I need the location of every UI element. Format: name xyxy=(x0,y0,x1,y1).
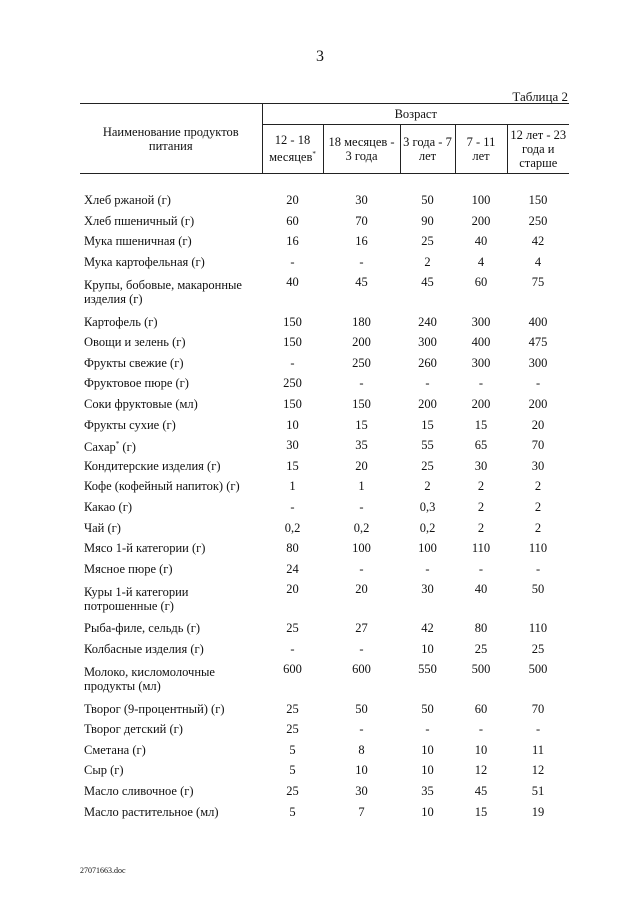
value-cell: 42 xyxy=(421,621,434,636)
age-column-header-5 xyxy=(507,125,569,174)
value-cell: 40 xyxy=(474,582,488,597)
value-cell: 2 xyxy=(534,479,542,494)
product-name: Масло растительное (мл) xyxy=(84,804,219,819)
value-cell: 5 xyxy=(289,742,296,757)
value-cell: 15 xyxy=(474,417,488,432)
value-cell: 19 xyxy=(531,804,545,819)
value-cell: 30 xyxy=(355,193,368,208)
table-row xyxy=(80,190,569,211)
product-name: Крупы, бобовые, макаронные изделия (г) xyxy=(84,277,242,306)
value-cell: 24 xyxy=(286,561,299,576)
value-cell: - xyxy=(425,561,430,576)
value-cell: 2 xyxy=(534,520,542,535)
value-cell: 55 xyxy=(421,438,434,453)
footer-filename: 27071663.doc xyxy=(80,866,126,875)
value-cell: - xyxy=(290,355,295,370)
age-column-label: 3 года - 7 лет xyxy=(403,135,452,163)
value-cell: 30 xyxy=(355,783,368,798)
table-row xyxy=(80,211,569,232)
product-name-cell xyxy=(80,579,262,618)
value-cell: 150 xyxy=(352,397,371,412)
product-name: Фруктовое пюре (г) xyxy=(84,376,189,391)
age-column-header-3 xyxy=(400,125,455,174)
value-cell: 500 xyxy=(528,662,548,677)
value-cell: 25 xyxy=(286,783,299,798)
value-cell: 20 xyxy=(286,193,299,208)
value-cell: 45 xyxy=(474,783,488,798)
product-name: Творог детский (г) xyxy=(84,722,183,737)
product-name-cell xyxy=(80,332,262,353)
value-cell: 240 xyxy=(418,314,437,329)
age-column-header-2 xyxy=(323,125,400,174)
age-column-header-1 xyxy=(262,125,323,174)
table-body xyxy=(80,174,569,822)
product-name: Хлеб ржаной (г) xyxy=(84,193,171,208)
value-cell: 7 xyxy=(358,804,365,819)
product-name-cell xyxy=(80,311,262,332)
value-cell: 100 xyxy=(352,541,371,556)
value-cell: - xyxy=(359,500,364,515)
value-cell: 5 xyxy=(289,763,296,778)
value-cell: - xyxy=(535,376,541,391)
value-cell: 45 xyxy=(421,275,434,290)
product-name: Колбасные изделия (г) xyxy=(84,641,204,656)
value-cell: 400 xyxy=(471,335,491,350)
value-cell: 200 xyxy=(418,397,437,412)
value-cell: - xyxy=(290,641,295,656)
value-cell: 110 xyxy=(528,541,548,556)
value-cell: 110 xyxy=(471,541,491,556)
value-cell: - xyxy=(425,722,430,737)
value-cell: 400 xyxy=(528,314,548,329)
product-name-cell xyxy=(80,353,262,374)
value-cell: 5 xyxy=(289,804,296,819)
value-cell: 40 xyxy=(474,234,488,249)
value-cell: 16 xyxy=(355,234,368,249)
age-column-header-4 xyxy=(455,125,507,174)
value-cell: 300 xyxy=(418,335,437,350)
product-name-cell xyxy=(80,497,262,518)
table-row xyxy=(80,517,569,538)
table-row xyxy=(80,497,569,518)
value-cell: 4 xyxy=(534,255,542,270)
value-cell: 475 xyxy=(528,335,548,350)
value-cell: 100 xyxy=(471,193,491,208)
value-cell: 20 xyxy=(531,417,545,432)
table-row xyxy=(80,476,569,497)
value-cell: 1 xyxy=(289,479,296,494)
value-cell: - xyxy=(535,722,541,737)
product-name-cell xyxy=(80,456,262,477)
value-cell: 42 xyxy=(531,234,545,249)
age-column-label: 12 лет - 23 года и старше xyxy=(510,128,567,170)
value-cell: 30 xyxy=(286,438,299,453)
value-cell: 200 xyxy=(352,335,371,350)
table-row xyxy=(80,231,569,252)
name-column-header: Наименование продуктов питания xyxy=(80,104,262,174)
value-cell: 110 xyxy=(528,621,548,636)
value-cell: 0,2 xyxy=(353,520,370,535)
value-cell: 80 xyxy=(474,621,488,636)
value-cell: 150 xyxy=(283,397,302,412)
value-cell: 25 xyxy=(474,641,488,656)
value-cell: 2 xyxy=(477,520,485,535)
value-cell: 80 xyxy=(286,541,299,556)
product-name-cell xyxy=(80,781,262,802)
product-name: Мясо 1-й категории (г) xyxy=(84,541,206,556)
value-cell: 300 xyxy=(471,314,491,329)
value-cell: - xyxy=(478,376,484,391)
product-name: Масло сливочное (г) xyxy=(84,783,194,798)
table-row xyxy=(80,252,569,273)
product-name: Сметана (г) xyxy=(84,742,146,757)
table-row xyxy=(80,579,569,618)
value-cell: 10 xyxy=(355,763,368,778)
value-cell: 150 xyxy=(528,193,548,208)
value-cell: 0,2 xyxy=(284,520,301,535)
value-cell: 25 xyxy=(286,621,299,636)
value-cell: 60 xyxy=(474,275,488,290)
value-cell: 20 xyxy=(355,582,368,597)
value-cell: 20 xyxy=(286,582,299,597)
product-name-cell xyxy=(80,538,262,559)
product-name: Чай (г) xyxy=(84,520,121,535)
footnote-mark: * xyxy=(312,150,316,159)
product-name: Сыр (г) xyxy=(84,763,124,778)
table-row xyxy=(80,781,569,802)
table-row xyxy=(80,719,569,740)
product-name: Кофе (кофейный напиток) (г) xyxy=(84,479,240,494)
value-cell: 25 xyxy=(531,641,545,656)
product-name: Какао (г) xyxy=(84,500,132,515)
product-name: Творог (9-процентный) (г) xyxy=(84,701,225,716)
product-name: Рыба-филе, сельдь (г) xyxy=(84,621,201,636)
product-name-cell xyxy=(80,211,262,232)
product-name: Мука картофельная (г) xyxy=(84,255,205,270)
value-cell: 4 xyxy=(477,255,485,270)
value-cell: 100 xyxy=(418,541,437,556)
value-cell: 15 xyxy=(286,458,299,473)
value-cell: 15 xyxy=(355,417,368,432)
table-row xyxy=(80,456,569,477)
value-cell: 180 xyxy=(352,314,371,329)
product-name-cell xyxy=(80,698,262,719)
value-cell: 500 xyxy=(471,662,491,677)
value-cell: 2 xyxy=(477,500,485,515)
table-row xyxy=(80,801,569,822)
product-name-cell xyxy=(80,435,262,456)
value-cell: 25 xyxy=(421,234,434,249)
product-name-cell xyxy=(80,719,262,740)
value-cell: 12 xyxy=(474,763,488,778)
value-cell: 50 xyxy=(421,701,434,716)
value-cell: 600 xyxy=(283,662,302,677)
value-cell: 10 xyxy=(286,417,299,432)
value-cell: 15 xyxy=(421,417,434,432)
value-cell: 260 xyxy=(418,355,437,370)
value-cell: 45 xyxy=(355,275,368,290)
product-name-cell xyxy=(80,252,262,273)
product-name: Фрукты сухие (г) xyxy=(84,417,176,432)
value-cell: 11 xyxy=(532,742,545,757)
value-cell: 30 xyxy=(474,458,488,473)
value-cell: 10 xyxy=(474,742,488,757)
product-name: Сахар xyxy=(84,439,116,454)
food-norms-table xyxy=(80,103,569,822)
value-cell: 150 xyxy=(283,335,302,350)
product-name-cell xyxy=(80,618,262,639)
value-cell: 2 xyxy=(424,479,431,494)
value-cell: - xyxy=(359,376,364,391)
value-cell: 35 xyxy=(355,438,368,453)
product-name-cell xyxy=(80,801,262,822)
table-row xyxy=(80,353,569,374)
product-name-cell xyxy=(80,476,262,497)
value-cell: 10 xyxy=(421,742,434,757)
value-cell: 30 xyxy=(421,582,434,597)
value-cell: 2 xyxy=(477,479,485,494)
footnote-mark: * xyxy=(115,439,120,448)
value-cell: 70 xyxy=(355,213,368,228)
value-cell: - xyxy=(359,641,364,656)
product-name: Фрукты свежие (г) xyxy=(84,355,184,370)
value-cell: 70 xyxy=(531,701,545,716)
value-cell: 2 xyxy=(534,500,542,515)
age-column-label: 7 - 11 лет xyxy=(466,135,496,163)
product-name-cell xyxy=(80,739,262,760)
value-cell: - xyxy=(478,561,484,576)
table-row xyxy=(80,414,569,435)
value-cell: 16 xyxy=(286,234,299,249)
value-cell: 2 xyxy=(424,255,431,270)
product-name: Картофель (г) xyxy=(84,314,158,329)
product-name: Молоко, кисломолочные продукты (мл) xyxy=(84,664,215,693)
product-name: Куры 1-й категории потрошенные (г) xyxy=(84,584,189,613)
value-cell: 250 xyxy=(283,376,302,391)
product-name: Овощи и зелень (г) xyxy=(84,335,186,350)
product-unit: (г) xyxy=(119,439,136,454)
table-row xyxy=(80,698,569,719)
product-name-cell xyxy=(80,231,262,252)
value-cell: 50 xyxy=(531,582,545,597)
value-cell: 65 xyxy=(474,438,488,453)
product-name-cell xyxy=(80,659,262,698)
product-name-cell xyxy=(80,414,262,435)
table-row xyxy=(80,639,569,660)
product-name-cell xyxy=(80,373,262,394)
product-name-cell xyxy=(80,760,262,781)
table-row xyxy=(80,332,569,353)
value-cell: 0,2 xyxy=(419,520,436,535)
value-cell: 60 xyxy=(474,701,488,716)
value-cell: 600 xyxy=(352,662,371,677)
value-cell: 10 xyxy=(421,641,434,656)
product-name-cell xyxy=(80,559,262,580)
value-cell: 40 xyxy=(286,275,299,290)
value-cell: 35 xyxy=(421,783,434,798)
value-cell: - xyxy=(478,722,484,737)
value-cell: 200 xyxy=(471,213,491,228)
value-cell: 27 xyxy=(355,621,368,636)
table-row xyxy=(80,739,569,760)
product-name-cell xyxy=(80,394,262,415)
value-cell: - xyxy=(535,561,541,576)
product-name: Мясное пюре (г) xyxy=(84,561,173,576)
product-name: Хлеб пшеничный (г) xyxy=(84,213,195,228)
value-cell: - xyxy=(290,500,295,515)
value-cell: 25 xyxy=(286,701,299,716)
value-cell: - xyxy=(359,722,364,737)
product-name-cell xyxy=(80,190,262,211)
value-cell: - xyxy=(359,561,364,576)
value-cell: 10 xyxy=(421,804,434,819)
value-cell: 30 xyxy=(531,458,545,473)
value-cell: 8 xyxy=(358,742,365,757)
table-row xyxy=(80,559,569,580)
value-cell: 25 xyxy=(286,722,299,737)
table-row xyxy=(80,435,569,456)
age-group-header: Возраст xyxy=(262,104,569,125)
table-row xyxy=(80,373,569,394)
value-cell: 250 xyxy=(528,213,548,228)
product-name-cell xyxy=(80,272,262,311)
table-caption: Таблица 2 xyxy=(512,89,568,104)
spacer-row xyxy=(80,174,569,191)
value-cell: 1 xyxy=(358,479,365,494)
value-cell: - xyxy=(425,376,430,391)
value-cell: 200 xyxy=(471,397,491,412)
value-cell: 60 xyxy=(286,213,299,228)
value-cell: 70 xyxy=(531,438,545,453)
table-row xyxy=(80,538,569,559)
table-row xyxy=(80,311,569,332)
value-cell: 12 xyxy=(531,763,545,778)
table-row xyxy=(80,272,569,311)
value-cell: 150 xyxy=(283,314,302,329)
value-cell: 51 xyxy=(531,783,545,798)
value-cell: 50 xyxy=(355,701,368,716)
value-cell: 550 xyxy=(418,662,437,677)
value-cell: - xyxy=(359,255,364,270)
table-row xyxy=(80,394,569,415)
table-row xyxy=(80,659,569,698)
value-cell: 300 xyxy=(471,355,491,370)
value-cell: 300 xyxy=(528,355,548,370)
value-cell: - xyxy=(290,255,295,270)
value-cell: 20 xyxy=(355,458,368,473)
value-cell: 200 xyxy=(528,397,548,412)
product-name: Кондитерские изделия (г) xyxy=(84,458,221,473)
page-number: 3 xyxy=(316,48,324,65)
product-name: Соки фруктовые (мл) xyxy=(84,397,198,412)
age-column-label: 18 месяцев - 3 года xyxy=(328,135,395,163)
age-column-label: 12 - 18 месяцев xyxy=(269,133,313,165)
value-cell: 0,3 xyxy=(419,500,436,515)
value-cell: 25 xyxy=(421,458,434,473)
value-cell: 50 xyxy=(421,193,434,208)
product-name-cell xyxy=(80,639,262,660)
value-cell: 90 xyxy=(421,213,434,228)
value-cell: 10 xyxy=(421,763,434,778)
table-row xyxy=(80,618,569,639)
table-row xyxy=(80,760,569,781)
value-cell: 75 xyxy=(531,275,545,290)
value-cell: 15 xyxy=(474,804,488,819)
value-cell: 250 xyxy=(352,355,371,370)
product-name-cell xyxy=(80,517,262,538)
product-name: Мука пшеничная (г) xyxy=(84,234,192,249)
